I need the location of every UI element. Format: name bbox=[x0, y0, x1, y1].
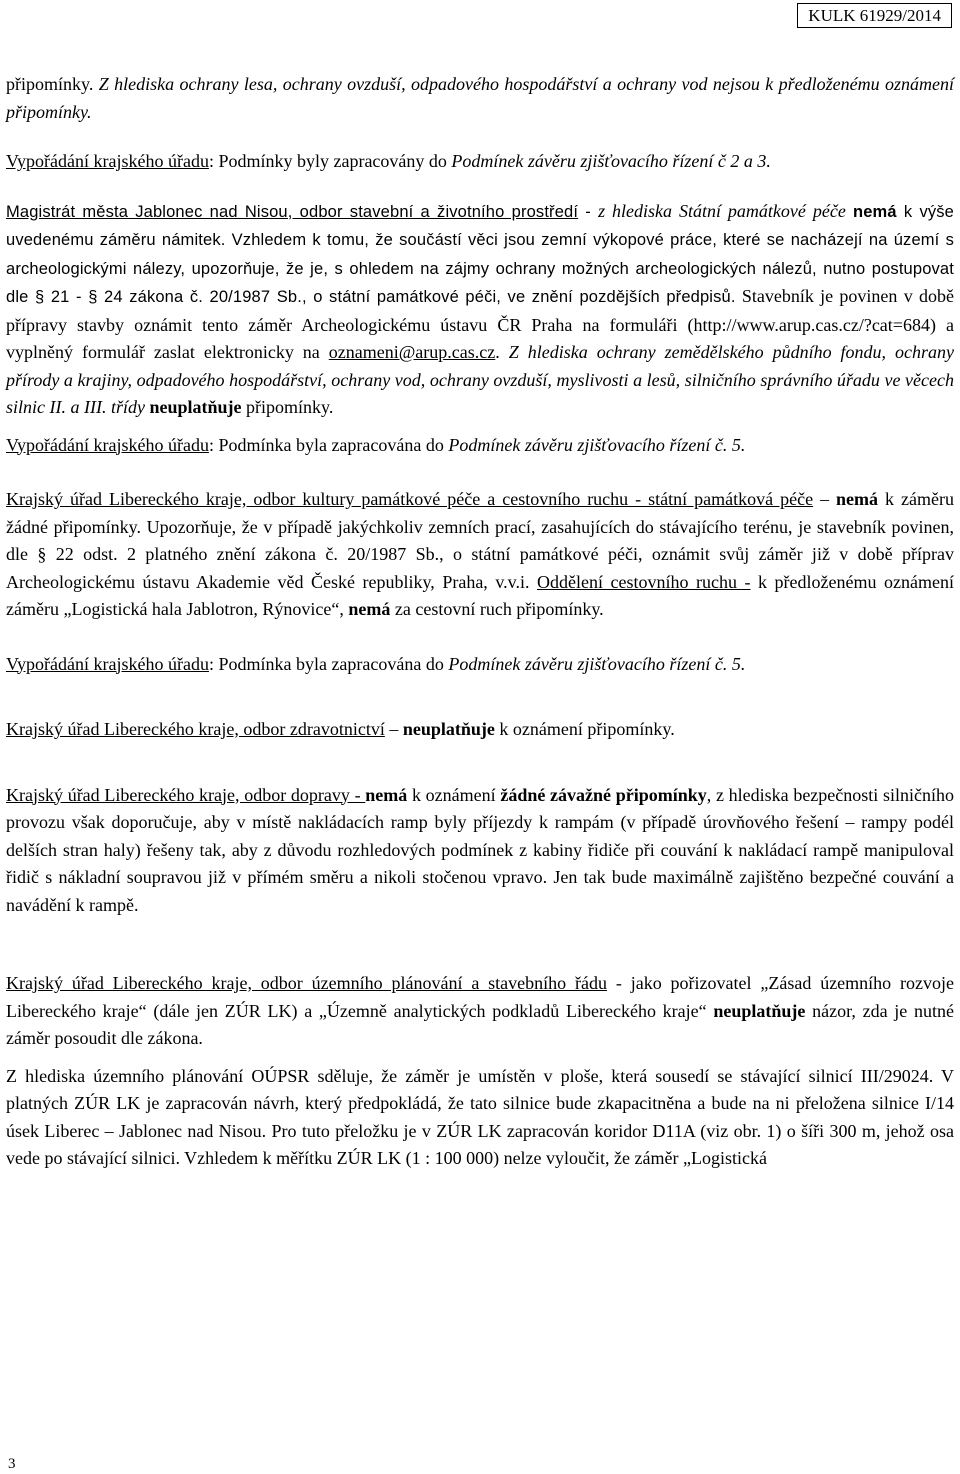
text-run: : Podmínka byla zapracována do bbox=[208, 434, 449, 455]
text-run-bold: nemá bbox=[365, 784, 408, 805]
paragraph-health-department bbox=[6, 716, 954, 744]
text-run-bold: neuplatňuje bbox=[713, 1000, 806, 1021]
paragraph-magistrat-jablonec bbox=[6, 198, 954, 422]
paragraph-regional-office-settlement-1 bbox=[6, 148, 954, 176]
authority-name: Magistrát města Jablonec nad Nisou, odbor stavební a životního prostředí bbox=[6, 202, 579, 221]
paragraph-transport-department bbox=[6, 782, 954, 920]
text-run: připomínky. bbox=[241, 397, 334, 417]
text-run: - bbox=[578, 202, 599, 221]
text-run bbox=[846, 203, 853, 221]
page-number: 3 bbox=[8, 1456, 16, 1472]
settlement-label: Vypořádání krajského úřadu bbox=[6, 653, 209, 674]
text-run-bold: neuplatňuje bbox=[402, 719, 495, 739]
text-run-italic: Podmínek závěru zjišťovacího řízení č. 5. bbox=[448, 434, 746, 455]
authority-name: Krajský úřad Libereckého kraje, odbor územního plánování a stavebního řádu bbox=[6, 973, 607, 993]
authority-name: Krajský úřad Libereckého kraje, odbor kultury památkové péče a cestovního ruchu - státní památková péče bbox=[6, 489, 814, 509]
text-run-italic: Podmínek závěru zjišťovacího řízení č 2 a 3. bbox=[451, 151, 771, 171]
text-run: – bbox=[384, 719, 403, 739]
text-run: k oznámení bbox=[407, 784, 501, 805]
text-run: k předloženému oznámení záměru „Logistická hala Jablotron, Rýnovice“, bbox=[6, 571, 954, 619]
text-run: . bbox=[495, 342, 509, 362]
text-run: k záměru žádné připomínky. Upozorňuje, že v případě jakýchkoliv zemních prací, zasahujících do stávajícího terénu, je stavebník povinen, dle § 22 odst. 2 platného znění zákona č. 20/1987 Sb., o státní památkové péči, oznámit svůj záměr již v době příprav Archeologickému ústavu Akademie věd České republiky, Praha, v.v.i. bbox=[6, 489, 954, 592]
paragraph-regional-office-settlement-3 bbox=[6, 651, 954, 679]
text-run: : Podmínka byla zapracována do bbox=[208, 653, 449, 674]
text-run-italic: Z hlediska ochrany lesa, ochrany ovzduší, odpadového hospodářství a ochrany vod nejsou k předloženému oznámení připomínky. bbox=[6, 74, 955, 122]
text-run: připomínky. bbox=[6, 74, 99, 94]
text-run: Stavebník je povinen v době přípravy stavby oznámit tento záměr Archeologickému ústavu ČR Praha na formuláři (http://www.arup.cas.cz/?cat=684) a vyplněný formulář zaslat elektronicky na bbox=[6, 286, 954, 362]
text-run-bold: nemá bbox=[348, 599, 391, 619]
paragraph-spatial-planning-statement bbox=[6, 1063, 954, 1173]
paragraph-forest-air-waste-water bbox=[6, 71, 954, 126]
text-run: k výše uvedenému záměru námitek. Vzhledem k tomu, že součástí věci jsou zemní výkopové práce, které se nacházejí na území s archeologickými nálezy, upozorňuje, že je, s ohledem na zájmy ochrany možných archeologických nálezů, nutno postupovat dle § 21 - § 24 zákona č. 20/1987 Sb., o státní památkové péči, ve znění pozdějších předpisů. bbox=[6, 202, 954, 306]
text-run-bold: žádné závažné připomínky bbox=[500, 784, 707, 805]
text-run-italic: Z hlediska ochrany zemědělského půdního fondu, ochrany přírody a krajiny, odpadového hospodářství, ochrany vod, ochrany ovzduší, myslivosti a lesů, silničního správního úřadu ve věcech silnic II. a III. třídy bbox=[6, 342, 955, 417]
text-run-bold: nemá bbox=[853, 202, 897, 221]
document-body bbox=[6, 71, 954, 1173]
email-link[interactable]: oznameni@arup.cas.cz bbox=[328, 342, 496, 362]
text-run: za cestovní ruch připomínky. bbox=[390, 599, 604, 619]
text-run: - jako pořizovatel „Zásad územního rozvoje Libereckého kraje“ (dále jen ZÚR LK) a „Územně analytických podkladů Libereckého kraje“ bbox=[6, 973, 954, 1021]
department-name: Oddělení cestovního ruchu - bbox=[537, 571, 751, 592]
paragraph-culture-heritage-tourism bbox=[6, 486, 954, 624]
text-run: Z hlediska územního plánování OÚPSR sděluje, že záměr je umístěn v ploše, která sousedí se stávající silnicí III/29024. V platných ZÚR LK je zapracován návrh, který předpokládá, že tato silnice bude zkapacitněna a bude na ni přeložena silnice I/14 úsek Liberec – Jablonec nad Nisou. Pro tuto přeložku je v ZÚR LK zapracován koridor D11A (viz obr. 1) o šíři 300 m, jehož osa vede po stávající silnici. Vzhledem k měřítku ZÚR LK (1 : 100 000) nelze vyloučit, že záměr „Logistická bbox=[6, 1065, 954, 1168]
settlement-label: Vypořádání krajského úřadu bbox=[6, 151, 209, 171]
text-run-italic: z hlediska Státní památkové péče bbox=[598, 200, 846, 221]
authority-name: Krajský úřad Libereckého kraje, odbor zdravotnictví bbox=[6, 719, 385, 739]
text-run: : Podmínky byly zapracovány do bbox=[208, 151, 452, 171]
settlement-label: Vypořádání krajského úřadu bbox=[6, 434, 209, 455]
text-run: , z hlediska bezpečnosti silničního provozu však doporučuje, aby v místě nakládacích ramp byly příjezdy k rampám (v případě úrovňového řešení – rampy podél delších stran haly) řešeny tak, aby z důvodu rozhledových podmínek z kabiny řidiče při couvání k nakládací rampě manipuloval řidič s nákladní soupravou již v přímém směru a nikoli stočenou vpravo. Jen tak bude maximálně zajištěno bezpečné couvání a navádění k rampě. bbox=[6, 784, 954, 915]
text-run-bold: nemá bbox=[836, 489, 879, 509]
text-run-bold: neuplatňuje bbox=[149, 397, 242, 417]
text-run: – bbox=[813, 489, 837, 509]
document-id-box: KULK 61929/2014 bbox=[797, 3, 952, 28]
text-run: názor, zda je nutné záměr posoudit dle zákona. bbox=[6, 1000, 954, 1048]
text-run-italic: Podmínek závěru zjišťovacího řízení č. 5. bbox=[448, 653, 746, 674]
text-run: k oznámení připomínky. bbox=[494, 719, 675, 739]
paragraph-spatial-planning-department bbox=[6, 970, 954, 1053]
authority-name: Krajský úřad Libereckého kraje, odbor dopravy - bbox=[6, 784, 366, 805]
paragraph-regional-office-settlement-2 bbox=[6, 432, 954, 460]
